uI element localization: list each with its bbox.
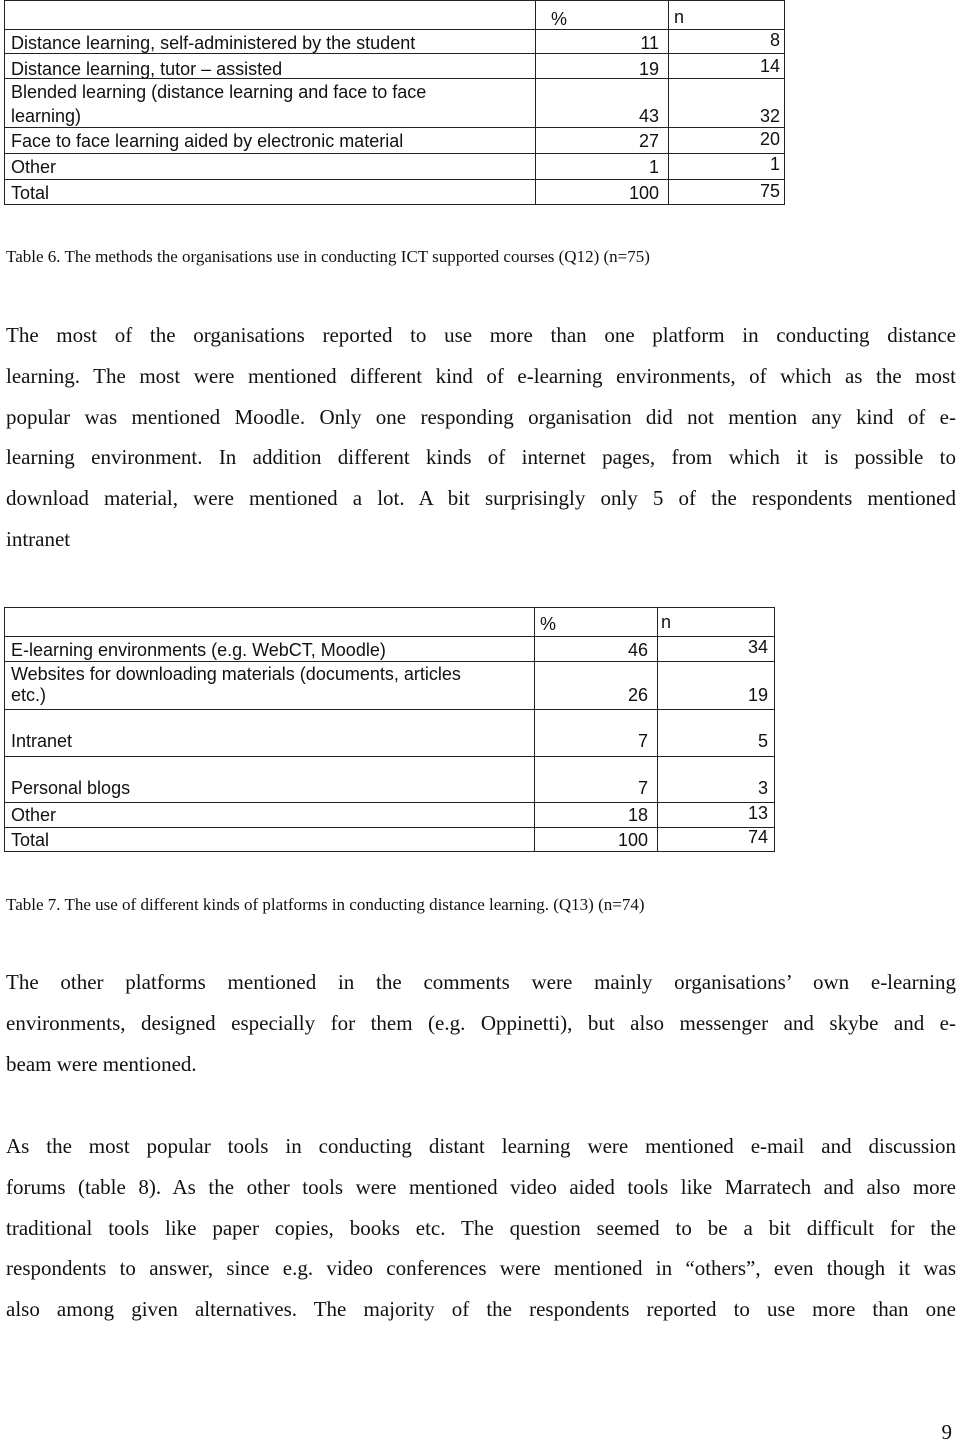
row-n: 20 bbox=[759, 129, 780, 149]
table-column-divider bbox=[535, 1, 536, 204]
table-row-divider bbox=[5, 127, 784, 128]
table-row-divider bbox=[5, 709, 774, 710]
row-n: 75 bbox=[759, 181, 780, 201]
row-label-cont: learning) bbox=[11, 106, 82, 126]
table-row-divider bbox=[5, 636, 774, 637]
table-6-caption: Table 6. The methods the organisations use in conducting ICT supported courses (Q12) (n=75) bbox=[6, 247, 650, 266]
row-n: 34 bbox=[747, 637, 768, 657]
row-label: Blended learning (distance learning and face to face bbox=[11, 82, 427, 102]
row-n: 8 bbox=[769, 30, 780, 50]
row-n: 14 bbox=[759, 56, 780, 76]
row-label: Face to face learning aided by electronic material bbox=[11, 131, 404, 151]
row-pct: 1 bbox=[648, 157, 659, 177]
row-pct: 27 bbox=[638, 131, 659, 151]
row-pct: 11 bbox=[640, 33, 659, 53]
row-pct: 100 bbox=[617, 830, 648, 850]
text-line: forums (table 8). As the other tools were mentioned video aided tools like Marratech and also more bbox=[6, 1174, 956, 1199]
text-line: learning. The most were mentioned different kind of e-learning environments, of which as the most bbox=[6, 363, 956, 388]
paragraph-platforms bbox=[6, 315, 956, 560]
table-column-divider bbox=[657, 608, 658, 851]
row-n: 5 bbox=[757, 731, 768, 751]
text-line: learning environment. In addition different kinds of internet pages, from which it is possible to bbox=[6, 445, 956, 470]
text-line: beam were mentioned. bbox=[6, 1051, 197, 1076]
text-line: download material, were mentioned a lot. A bit surprisingly only 5 of the respondents mentioned bbox=[6, 486, 956, 511]
text-line: also among given alternatives. The majority of the respondents reported to use more than one bbox=[6, 1297, 956, 1322]
text-line: The most of the organisations reported to use more than one platform in conducting distance bbox=[6, 323, 956, 347]
table-row-divider bbox=[5, 756, 774, 757]
header-n: n bbox=[674, 7, 685, 27]
row-label: Intranet bbox=[11, 731, 73, 751]
row-pct: 7 bbox=[637, 731, 648, 751]
row-label: E-learning environments (e.g. WebCT, Moodle) bbox=[11, 640, 386, 660]
text-line: As the most popular tools in conducting distant learning were mentioned e-mail and discussion bbox=[6, 1134, 956, 1158]
row-pct: 46 bbox=[627, 640, 648, 660]
text-line: popular was mentioned Moodle. Only one responding organisation did not mention any kind of e- bbox=[6, 404, 956, 429]
row-pct: 100 bbox=[628, 183, 659, 203]
row-pct: 7 bbox=[637, 778, 648, 798]
text-line: The other platforms mentioned in the comments were mainly organisations’ own e-learning bbox=[6, 970, 956, 994]
row-label: Personal blogs bbox=[11, 778, 131, 798]
header-n: n bbox=[661, 612, 672, 632]
header-percent: % bbox=[540, 614, 557, 634]
table-row-divider bbox=[5, 29, 784, 30]
row-pct: 26 bbox=[627, 685, 648, 705]
table-row-divider bbox=[5, 661, 774, 662]
row-label: Other bbox=[11, 805, 57, 825]
table-row-divider bbox=[5, 153, 784, 154]
table-7 bbox=[4, 607, 775, 852]
row-label: Distance learning, self-administered by the student bbox=[11, 33, 416, 53]
page-number: 9 bbox=[941, 1420, 952, 1444]
table-column-divider bbox=[534, 608, 535, 851]
table-row-divider bbox=[5, 827, 774, 828]
header-percent: % bbox=[551, 9, 568, 29]
row-pct: 43 bbox=[638, 106, 659, 126]
table-7-caption: Table 7. The use of different kinds of platforms in conducting distance learning. (Q13) (n=74) bbox=[6, 895, 645, 914]
table-column-divider bbox=[668, 1, 669, 204]
row-n: 1 bbox=[769, 154, 780, 174]
row-n: 32 bbox=[759, 106, 780, 126]
row-label: Total bbox=[11, 830, 50, 850]
row-label-cont: etc.) bbox=[11, 685, 47, 705]
text-line: traditional tools like paper copies, books etc. The question seemed to be a bit difficult for the bbox=[6, 1215, 956, 1240]
row-pct: 19 bbox=[638, 59, 659, 79]
table-6 bbox=[4, 0, 785, 205]
paragraph-tools bbox=[6, 1126, 956, 1330]
paragraph-other-platforms bbox=[6, 962, 956, 1084]
table-row-divider bbox=[5, 802, 774, 803]
row-pct: 18 bbox=[627, 805, 648, 825]
row-label: Total bbox=[11, 183, 50, 203]
row-label: Distance learning, tutor – assisted bbox=[11, 59, 283, 79]
text-line: environments, designed especially for them (e.g. Oppinetti), but also messenger and skybe and e- bbox=[6, 1010, 956, 1035]
row-n: 3 bbox=[757, 778, 768, 798]
row-n: 13 bbox=[747, 803, 768, 823]
row-label: Other bbox=[11, 157, 57, 177]
text-line: intranet bbox=[6, 526, 71, 551]
text-line: respondents to answer, since e.g. video conferences were mentioned in “others”, even though it was bbox=[6, 1256, 956, 1281]
row-n: 74 bbox=[747, 827, 768, 847]
row-label: Websites for downloading materials (documents, articles bbox=[11, 664, 461, 684]
row-n: 19 bbox=[747, 685, 768, 705]
table-row-divider bbox=[5, 179, 784, 180]
